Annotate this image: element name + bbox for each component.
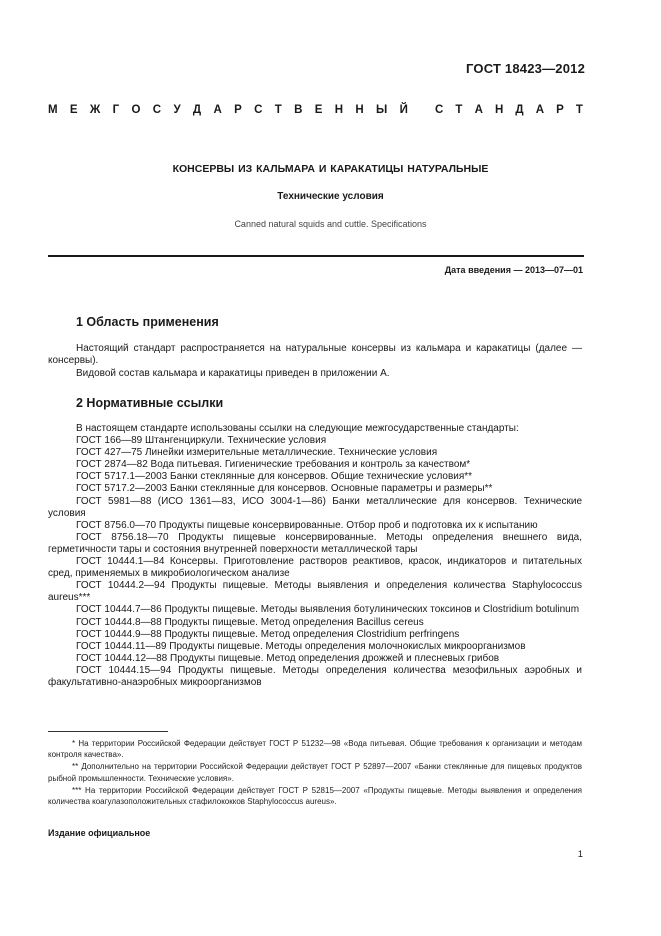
english-title: Canned natural squids and cuttle. Specifications (234, 219, 427, 229)
reference-item: ГОСТ 5717.2—2003 Банки стеклянные для консервов. Основные параметры и размеры** (76, 483, 493, 495)
introduction-date: Дата введения — 2013—07—01 (444, 265, 583, 275)
normative-references-list (48, 423, 582, 689)
reference-item: ГОСТ 10444.8—88 Продукты пищевые. Метод определения Bacillus cereus (76, 616, 424, 628)
standard-word: С Т А Н Д А Р Т (435, 104, 583, 116)
official-edition-label: Издание официальное (48, 828, 151, 838)
reference-item: ГОСТ 8756.18—70 Продукты пищевые консервированные. Методы определения внешнего вида, герметичности тары и состояния внутренней поверхности металлической тары (48, 531, 582, 555)
section-1-paragraph-1: Настоящий стандарт распространяется на натуральные консервы из кальмара и каракатицы (далее — консервы). (48, 343, 582, 367)
page-number: 1 (577, 849, 583, 860)
section-1-paragraph-2: Видовой состав кальмара и каракатицы приведен в приложении А. (76, 368, 390, 379)
header-divider (48, 255, 584, 257)
footnote-divider (48, 731, 168, 732)
reference-item: ГОСТ 8756.0—70 Продукты пищевые консервированные. Отбор проб и подготовка их к испытанию (76, 519, 538, 531)
reference-item: ГОСТ 5981—88 (ИСО 1361—83, ИСО 3004-1—86) Банки металлические для консервов. Технические условия (48, 495, 582, 519)
document-subtitle: Технические условия (277, 191, 384, 202)
footnotes (48, 738, 582, 808)
interstate-word: М Е Ж Г О С У Д А Р С Т В Е Н Н Ы Й (48, 104, 408, 116)
footnote: ** Дополнительно на территории Российской Федерации действует ГОСТ Р 52897—2007 «Банки стеклянные для пищевых продуктов рыбной промышленности. Технические условия». (48, 762, 582, 783)
section-2-heading: 2 Нормативные ссылки (76, 396, 224, 410)
reference-item: ГОСТ 2874—82 Вода питьевая. Гигиенические требования и контроль за качеством* (76, 459, 471, 471)
reference-item: ГОСТ 10444.1—84 Консервы. Приготовление растворов реактивов, красок, индикаторов и питательных сред, применяемых в микробиологическом анализе (48, 556, 582, 580)
reference-item: ГОСТ 10444.11—89 Продукты пищевые. Методы определения молочнокислых микроорганизмов (76, 640, 526, 652)
footnote: * На территории Российской Федерации действует ГОСТ Р 51232—98 «Вода питьевая. Общие требования к организации и методам контроля качества». (48, 739, 582, 760)
reference-item: ГОСТ 10444.12—88 Продукты пищевые. Метод определения дрожжей и плесневых грибов (76, 652, 500, 664)
standard-code: ГОСТ 18423—2012 (466, 61, 585, 76)
interstate-standard-banner (48, 104, 583, 116)
footnote: *** На территории Российской Федерации действует ГОСТ Р 52815—2007 «Продукты пищевые. Методы выявления и определения количества коагулазоположительных стафилококков Staphylococcus aureus». (48, 785, 582, 807)
reference-item: ГОСТ 10444.7—86 Продукты пищевые. Методы выявления ботулинических токсинов и Clostridium botulinum (76, 604, 580, 616)
reference-item: ГОСТ 5717.1—2003 Банки стеклянные для консервов. Общие технические условия** (76, 471, 473, 483)
reference-item: ГОСТ 166—89 Штангенциркули. Технические условия (76, 435, 327, 447)
document-title: КОНСЕРВЫ ИЗ КАЛЬМАРА И КАРАКАТИЦЫ НАТУРАЛЬНЫЕ (172, 163, 489, 175)
section-1-heading: 1 Область применения (76, 315, 219, 329)
reference-item: ГОСТ 427—75 Линейки измерительные металлические. Технические условия (76, 447, 438, 459)
reference-item: ГОСТ 10444.2—94 Продукты пищевые. Методы выявления и определения количества Staphylococcus aureus*** (48, 580, 582, 604)
references-intro: В настоящем стандарте использованы ссылки на следующие межгосударственные стандарты: (76, 423, 519, 434)
reference-item: ГОСТ 10444.9—88 Продукты пищевые. Метод определения Clostridium perfringens (76, 628, 460, 640)
reference-item: ГОСТ 10444.15—94 Продукты пищевые. Методы определения количества мезофильных аэробных и факультативно-анаэробных микроорганизмов (48, 664, 582, 688)
